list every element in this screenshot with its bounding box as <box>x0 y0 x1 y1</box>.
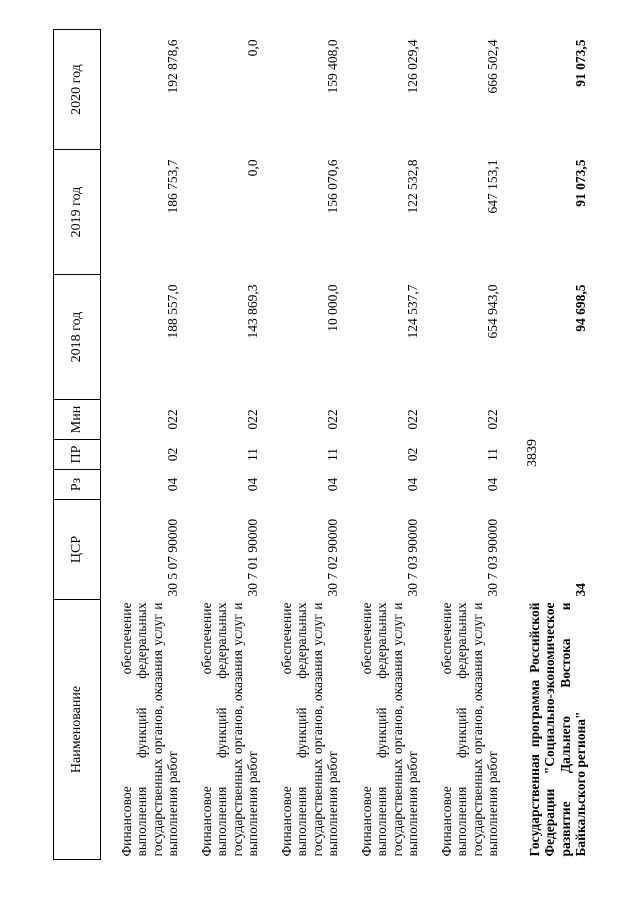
row-rz: 04 <box>485 477 500 492</box>
row-name: Финансовое обеспечение выполнения функций федеральных государственных органов, оказания услуг и выполнения работ <box>198 602 260 857</box>
row-2018: 654 943,0 <box>485 284 500 339</box>
row-2019: 647 153,1 <box>485 159 500 214</box>
program-csr: 34 <box>573 583 588 597</box>
table-row <box>261 30 341 860</box>
row-pr: 02 <box>405 447 420 462</box>
program-2019: 91 073,5 <box>573 159 588 207</box>
row-2019: 122 532,8 <box>405 159 420 214</box>
row-pr: 11 <box>485 448 500 461</box>
row-2018: 10 000,0 <box>325 284 340 332</box>
header-2020: 2020 год <box>54 30 101 150</box>
row-min: 022 <box>485 409 500 430</box>
budget-table <box>53 29 589 860</box>
header-min: Мин <box>54 400 101 440</box>
row-name: Финансовое обеспечение выполнения функций федеральных государственных органов, оказания услуг и выполнения работ <box>278 602 340 857</box>
row-2020: 666 502,4 <box>485 39 500 94</box>
row-pr: 02 <box>165 447 180 462</box>
row-csr: 30 7 03 90000 <box>405 518 420 597</box>
row-2018: 124 537,7 <box>405 284 420 339</box>
row-pr: 11 <box>325 448 340 461</box>
table-row <box>341 30 421 860</box>
row-2020: 159 408,0 <box>325 39 340 94</box>
row-name: Финансовое обеспечение выполнения функций федеральных государственных органов, оказания услуг и выполнения работ <box>358 602 420 857</box>
row-min: 022 <box>245 409 260 430</box>
program-name: Государственная программа Российской Федерации "Социально-экономическое развитие Дальнего Востока и Байкальского региона" <box>526 602 588 857</box>
row-2018: 188 557,0 <box>165 284 180 339</box>
page-number: 3839 <box>525 439 540 467</box>
row-2019: 186 753,7 <box>165 159 180 214</box>
row-2018: 143 869,3 <box>245 284 260 339</box>
program-row <box>501 30 589 860</box>
row-csr: 30 7 03 90000 <box>485 518 500 597</box>
program-pr <box>501 440 589 470</box>
row-csr: 30 7 01 90000 <box>245 518 260 597</box>
row-2020: 0,0 <box>245 39 260 57</box>
row-2020: 126 029,4 <box>405 39 420 94</box>
row-name: Финансовое обеспечение выполнения функций федеральных государственных органов, оказания услуг и выполнения работ <box>118 602 180 857</box>
row-2019: 156 070,6 <box>325 159 340 214</box>
row-name: Финансовое обеспечение выполнения функций федеральных государственных органов, оказания услуг и выполнения работ <box>438 602 500 857</box>
header-csr: ЦСР <box>54 500 101 600</box>
row-pr: 11 <box>245 448 260 461</box>
table-row <box>421 30 501 860</box>
header-2019: 2019 год <box>54 150 101 275</box>
row-rz: 04 <box>165 477 180 492</box>
header-row <box>54 30 101 860</box>
header-pr: ПР <box>54 440 101 470</box>
row-rz: 04 <box>325 477 340 492</box>
row-min: 022 <box>325 409 340 430</box>
header-rz: Рз <box>54 470 101 500</box>
row-2019: 0,0 <box>245 159 260 177</box>
header-name: Наименование <box>54 600 101 860</box>
header-2018: 2018 год <box>54 275 101 400</box>
row-csr: 30 7 02 90000 <box>325 518 340 597</box>
program-2018: 94 698,5 <box>573 284 588 332</box>
row-2020: 192 878,6 <box>165 39 180 94</box>
row-rz: 04 <box>245 477 260 492</box>
program-rz <box>501 470 589 500</box>
program-2020: 91 073,5 <box>573 39 588 87</box>
row-rz: 04 <box>405 477 420 492</box>
program-min <box>501 400 589 440</box>
row-csr: 30 5 07 90000 <box>165 518 180 597</box>
table-row <box>101 30 181 860</box>
table-row <box>181 30 261 860</box>
row-min: 022 <box>405 409 420 430</box>
row-min: 022 <box>165 409 180 430</box>
